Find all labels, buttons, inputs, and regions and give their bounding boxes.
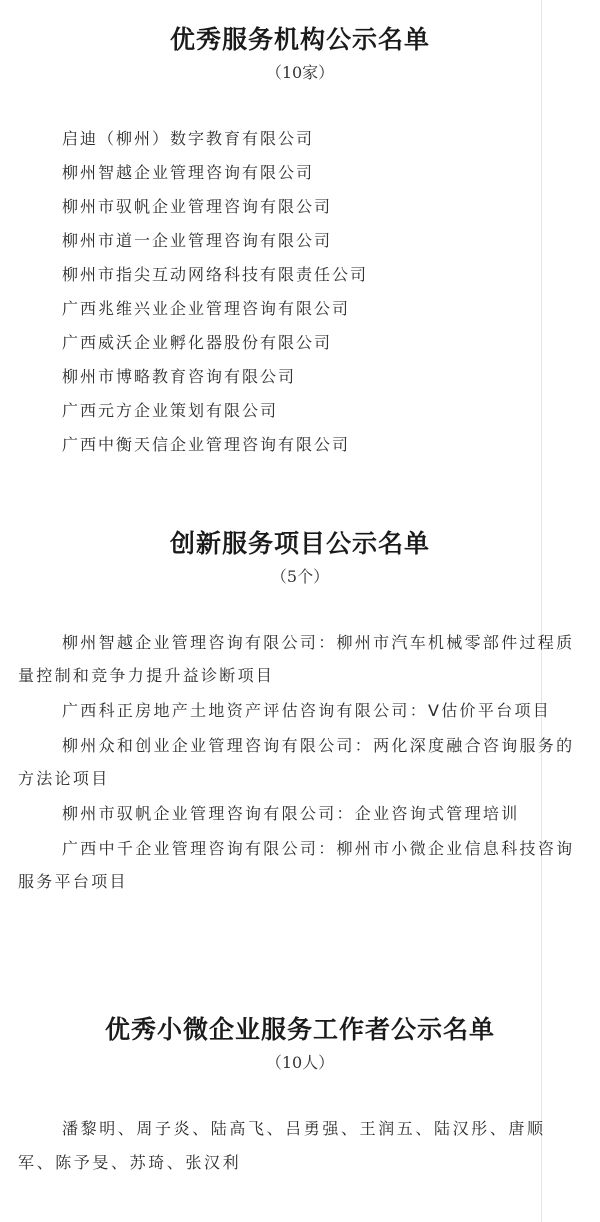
section-excellent-service-workers xyxy=(0,1012,600,1180)
list-item: 柳州众和创业企业管理咨询有限公司：两化深度融合咨询服务的方法论项目 xyxy=(18,736,575,788)
list-item: 广西威沃企业孵化器股份有限公司 xyxy=(62,333,333,352)
section-title: 优秀小微企业服务工作者公示名单 xyxy=(104,1015,495,1044)
list-item: 广西中衡天信企业管理咨询有限公司 xyxy=(62,435,351,454)
list-item: 广西元方企业策划有限公司 xyxy=(62,401,279,420)
list-item: 广西中千企业管理咨询有限公司：柳州市小微企业信息科技咨询服务平台项目 xyxy=(18,839,575,891)
section-innovative-service-projects xyxy=(0,526,600,900)
list-item: 柳州市指尖互动网络科技有限责任公司 xyxy=(62,265,369,284)
list-item: 柳州智越企业管理咨询有限公司 xyxy=(62,163,315,182)
section-title: 创新服务项目公示名单 xyxy=(169,529,430,558)
section-count: （10人） xyxy=(265,1053,335,1072)
project-list xyxy=(0,626,600,898)
worker-names: 潘黎明、周子炎、陆高飞、吕勇强、王润五、陆汉彤、唐顺军、陈予旻、苏琦、张汉利 xyxy=(18,1119,546,1172)
section-count: （10家） xyxy=(265,63,335,82)
section-excellent-service-orgs xyxy=(0,22,600,462)
section-count: （5个） xyxy=(270,567,330,586)
list-item: 柳州智越企业管理咨询有限公司：柳州市汽车机械零部件过程质量控制和竞争力提升益诊断项目 xyxy=(18,633,575,685)
list-item: 广西科正房地产土地资产评估咨询有限公司：V估价平台项目 xyxy=(62,701,552,720)
list-item: 柳州市道一企业管理咨询有限公司 xyxy=(62,231,333,250)
org-list xyxy=(0,122,600,462)
list-item: 广西兆维兴业企业管理咨询有限公司 xyxy=(62,299,351,318)
list-item: 柳州市驭帆企业管理咨询有限公司 xyxy=(62,197,333,216)
section-title: 优秀服务机构公示名单 xyxy=(169,25,430,54)
list-item: 柳州市博略教育咨询有限公司 xyxy=(62,367,297,386)
list-item: 启迪（柳州）数字教育有限公司 xyxy=(62,129,315,148)
list-item: 柳州市驭帆企业管理咨询有限公司：企业咨询式管理培训 xyxy=(62,804,520,823)
